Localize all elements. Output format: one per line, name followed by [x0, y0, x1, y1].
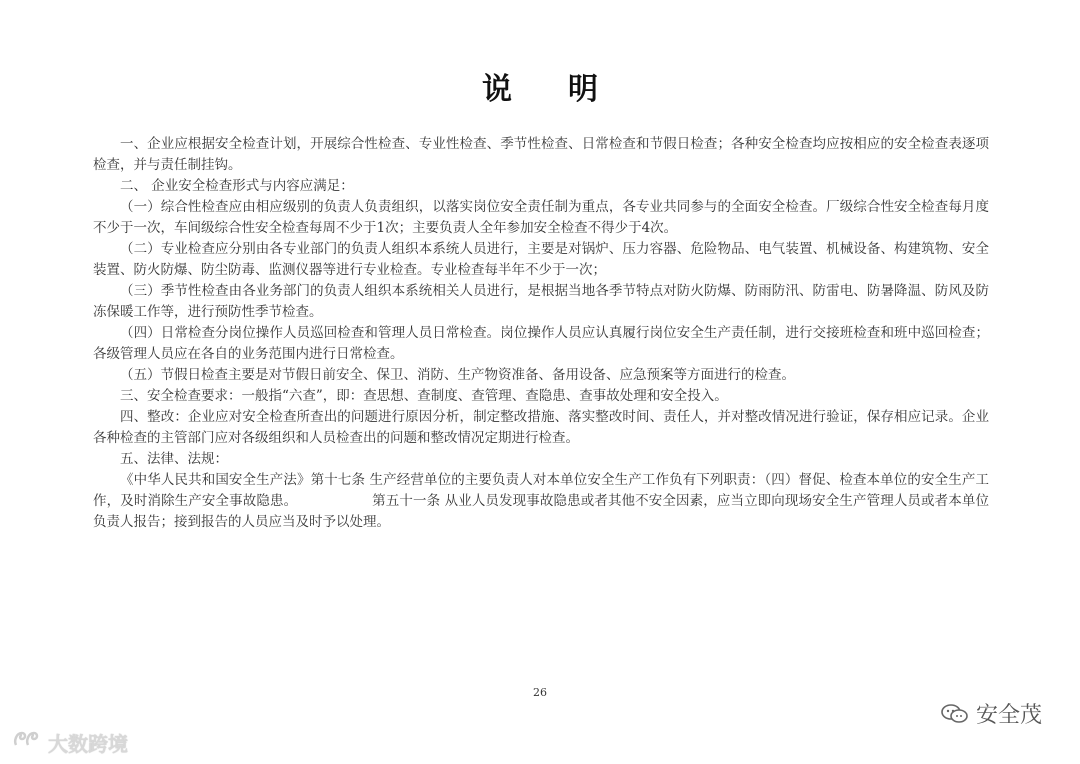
- paragraph-5: （三）季节性检查由各业务部门的负责人组织本系统相关人员进行，是根据当地各季节特点对防火防爆、防雨防汛、防雷电、防暑降温、防风及防冻保暖工作等，进行预防性季节检查。: [93, 283, 989, 320]
- paragraph-9: 四、整改：企业应对安全检查所查出的问题进行原因分析，制定整改措施、落实整改时间、责任人，并对整改情况进行验证，保存相应记录。企业各种检查的主管部门应对各级组织和人员检查出的问题和整改情况定期进行检查。: [93, 409, 989, 446]
- paragraph-7: （五）节假日检查主要是对节假日前安全、保卫、消防、生产物资准备、备用设备、应急预案等方面进行的检查。: [120, 367, 795, 383]
- document-body: [93, 134, 989, 533]
- paragraph-6: （四）日常检查分岗位操作人员巡回检查和管理人员日常检查。岗位操作人员应认真履行岗位安全生产责任制，进行交接班检查和班中巡回检查；各级管理人员应在各自的业务范围内进行日常检查。: [93, 325, 989, 362]
- paragraph-8: 三、安全检查要求：一般指“六查”，即：查思想、查制度、查管理、查隐患、查事故处理和安全投入。: [120, 388, 728, 404]
- page-title: 说明: [482, 72, 654, 107]
- paragraph-2: 二、 企业安全检查形式与内容应满足：: [120, 178, 354, 194]
- paragraph-3: （一）综合性检查应由相应级别的负责人负责组织，以落实岗位安全责任制为重点，各专业共同参与的全面安全检查。厂级综合性安全检查每月度不少于一次，车间级综合性安全检查每周不少于1次；主要负责人全年参加安全检查不得少于4次。: [93, 199, 989, 236]
- watermark-left: [12, 728, 128, 757]
- watermark-left-text: 大数跨境: [48, 732, 128, 756]
- page-number: 26: [533, 686, 547, 699]
- paragraph-4: （二）专业检查应分别由各专业部门的负责人组织本系统人员进行，主要是对锅炉、压力容器、危险物品、电气装置、机械设备、构建筑物、安全装置、防火防爆、防尘防毒、监测仪器等进行专业检查。专业检查每半年不少于一次；: [93, 241, 989, 278]
- paragraph-1: 一、企业应根据安全检查计划，开展综合性检查、专业性检查、季节性检查、日常检查和节假日检查；各种安全检查均应按相应的安全检查表逐项检查，并与责任制挂钩。: [93, 136, 989, 173]
- watermark-right: [940, 698, 1042, 729]
- paragraph-11: 《中华人民共和国安全生产法》第十七条 生产经营单位的主要负责人对本单位安全生产工作负有下列职责：（四）督促、检查本单位的安全生产工作，及时消除生产安全事故隐患。 第五十一条 从业人员发现事故隐患或者其他不安全因素，应当立即向现场安全生产管理人员或者本单位负责人报告；接到报告的人员应当及时予以处理。: [93, 472, 989, 530]
- curl-logo-icon: [12, 729, 42, 757]
- paragraph-10: 五、法律、法规：: [120, 451, 228, 467]
- wechat-icon: [940, 703, 970, 725]
- watermark-right-text: 安全茂: [975, 703, 1042, 728]
